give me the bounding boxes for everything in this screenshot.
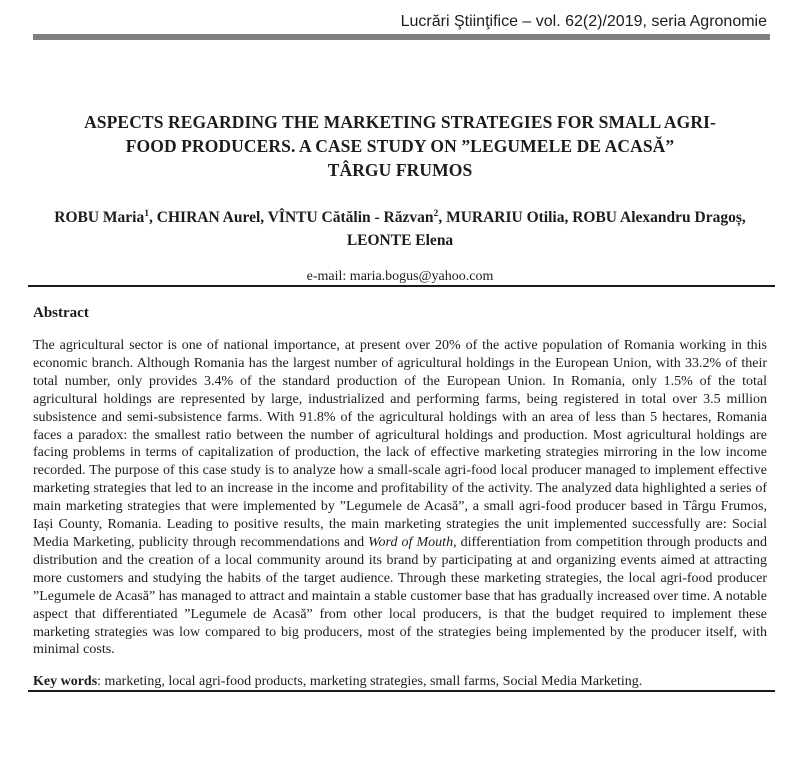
- abstract-segment: The agricultural sector is one of national importance, at present over 20% of the active population of Romania working in this economic branch. Although Romania has the largest number of agricultural holdings in the European Union, with 33.2% of their total number, only provides 3.4% of the standard production of the European Union. In Romania, only 1.5% of the total agricultural holdings are represented by large, industrialized and performing farms, being registered in total over 3.5 million subsistence and semi-subsistence farms. With 91.8% of the agricultural holdings with an area of less than 5 hectares, Romania faces a paradox: the smallest ratio between the number of agricultural holdings and production. Most agricultural holdings are facing problems in terms of capitalization of production, the lack of effective marketing strategies mirroring in the low income recorded. The purpose of this case study is to analyze how a small-scale agri-food local producer managed to implement effective marketing strategies that led to an increase in the income and profitability of the activity. The analyzed data highlighted a series of main marketing strategies that were implemented by ”Legumele de Acasă”, a small agri-food producer based in Târgu Frumos, Iași County, Romania. Leading to positive results, the main marketing strategies the unit implemented successfully are: Social Media Marketing, publicity through recommendations and: [33, 338, 767, 550]
- authors-line: [54, 206, 746, 252]
- keywords-line: [33, 673, 767, 690]
- abstract-heading: Abstract: [33, 305, 89, 321]
- divider-rule-top: [28, 285, 775, 287]
- keywords-label: Key words: [33, 674, 98, 690]
- title-line-3: TÂRGU FRUMOS: [327, 160, 473, 180]
- abstract-segment: , differentiation from competition through products and distribution and the creation of a local community around its brand by participating at and organizing events aimed at attracting more customers and studying the habits of the target audience. Through these marketing strategies, the local agri-food producer ”Legumele de Acasă” has managed to attract and maintain a stable customer base that has gradually increased over time. A notable aspect that differentiated ”Legumele de Acasă” from other local producers, is that the budget required to implement these marketing strategies was low compared to big producers, most of the strategies being implemented by the producer itself, with minimal costs.: [33, 534, 767, 658]
- keywords-text: : marketing, local agri-food products, marketing strategies, small farms, Social Media Marketing.: [97, 674, 643, 690]
- journal-header-line: Lucrări Ştiinţifice – vol. 62(2)/2019, seria Agronomie: [400, 13, 767, 30]
- author-affiliation-superscript: 1: [144, 207, 150, 219]
- abstract-text: [33, 337, 767, 659]
- author-segment: , CHIRAN Aurel, VÎNTU Cătălin - Răzvan: [149, 209, 434, 226]
- abstract-italic-phrase: Word of Mouth: [368, 534, 454, 550]
- author-affiliation-superscript: 2: [433, 207, 439, 219]
- email-line: e-mail: maria.bogus@yahoo.com: [306, 269, 494, 284]
- divider-rule-bottom: [28, 690, 775, 692]
- title-line-1: ASPECTS REGARDING THE MARKETING STRATEGIES FOR SMALL AGRI-: [84, 112, 716, 132]
- author-segment: ROBU Maria: [54, 209, 145, 226]
- header-rule-bar: [33, 34, 770, 40]
- paper-title: [33, 110, 767, 182]
- title-line-2: FOOD PRODUCERS. A CASE STUDY ON ”LEGUMELE DE ACASĂ”: [125, 136, 675, 156]
- author-segment: , MURARIU Otilia, ROBU Alexandru Dragoș, LEONTE Elena: [346, 209, 746, 249]
